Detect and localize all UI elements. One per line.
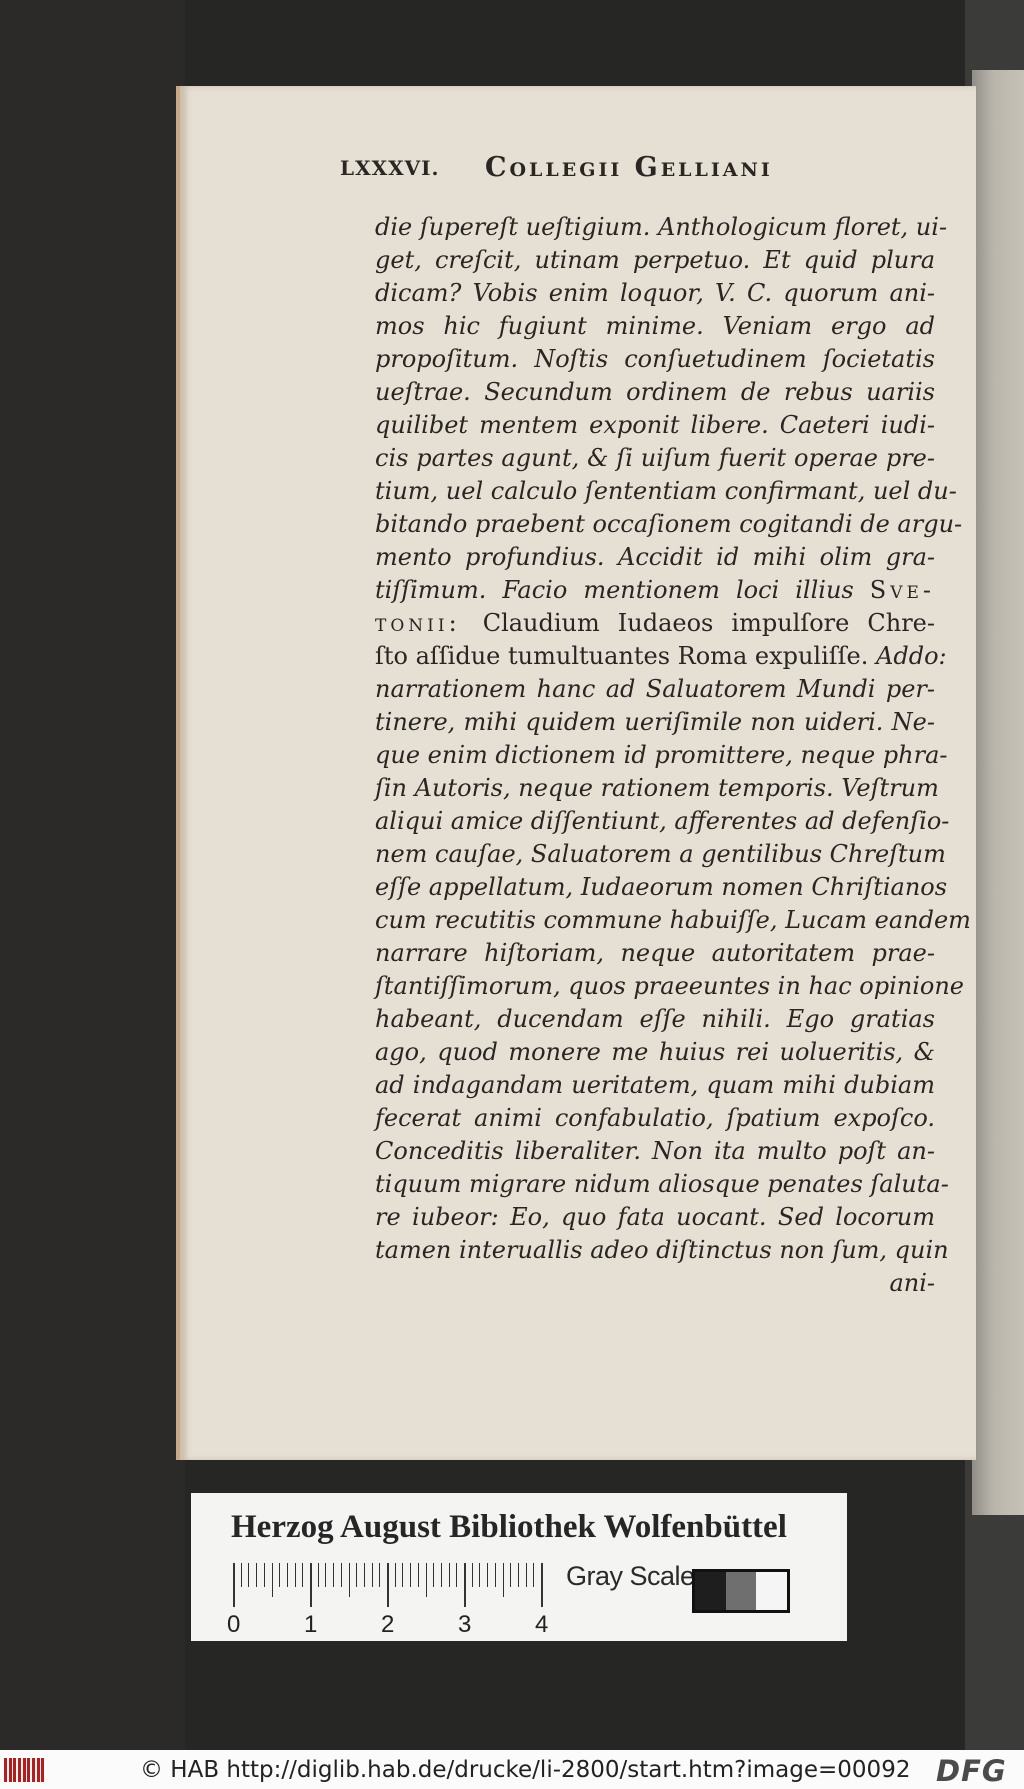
text-line bbox=[375, 376, 935, 409]
text-line bbox=[375, 838, 946, 871]
text-segment: aliqui amice diſſentiunt, afferentes ad defenſio- bbox=[375, 807, 950, 835]
text-line bbox=[375, 343, 935, 376]
text-line bbox=[375, 1135, 935, 1168]
text-line bbox=[375, 1234, 949, 1267]
library-name: Herzog August Bibliothek Wolfenbüttel bbox=[231, 1509, 787, 1545]
text-segment: ueſtrae. Secundum ordinem de rebus uariis bbox=[375, 378, 935, 406]
ruler-tick bbox=[364, 1563, 365, 1587]
grayscale-swatches bbox=[692, 1569, 790, 1613]
ruler-tick bbox=[341, 1563, 342, 1587]
text-segment: Conceditis liberaliter. Non ita multo poſt an- bbox=[375, 1137, 935, 1165]
ruler-tick bbox=[318, 1563, 319, 1587]
ruler-tick bbox=[349, 1563, 350, 1597]
text-line bbox=[375, 442, 935, 475]
text-segment: tinere, mihi quidem ueriſimile non uideri. Ne- bbox=[375, 708, 935, 736]
text-segment: Sve- bbox=[869, 576, 935, 604]
ruler-tick bbox=[356, 1563, 357, 1587]
ruler-tick bbox=[510, 1563, 511, 1587]
ruler-tick bbox=[449, 1563, 450, 1587]
footer-url-text[interactable]: © HAB http://diglib.hab.de/drucke/li-2800/start.htm?image=00092 bbox=[140, 1757, 911, 1783]
footer-bar bbox=[0, 1750, 1024, 1789]
text-segment: mento profundius. Accidit id mihi olim gra- bbox=[375, 543, 935, 571]
barcode-logo-icon bbox=[4, 1758, 46, 1782]
ruler-tick bbox=[310, 1563, 312, 1607]
grayscale-swatch bbox=[726, 1572, 757, 1610]
ruler-tick bbox=[395, 1563, 396, 1587]
barcode-bar bbox=[13, 1758, 16, 1782]
ruler-tick bbox=[241, 1563, 242, 1587]
text-segment: tiquum migrare nidum aliosque penates ſaluta- bbox=[375, 1170, 949, 1198]
text-segment: narrationem hanc ad Saluatorem Mundi per- bbox=[375, 675, 935, 703]
ruler-tick bbox=[533, 1563, 534, 1587]
ruler-tick bbox=[256, 1563, 257, 1587]
ruler-tick bbox=[287, 1563, 288, 1587]
text-line bbox=[375, 409, 935, 442]
ruler-tick bbox=[272, 1563, 273, 1597]
ruler-numbers bbox=[227, 1611, 567, 1639]
text-line bbox=[375, 970, 965, 1003]
ruler-number: 3 bbox=[458, 1611, 472, 1638]
ruler-tick bbox=[426, 1563, 427, 1597]
text-segment: tamen interuallis adeo diſtinctus non ſum, quin bbox=[375, 1236, 949, 1264]
ruler bbox=[233, 1563, 543, 1607]
ruler-tick bbox=[233, 1563, 235, 1607]
text-line bbox=[375, 937, 935, 970]
text-segment: ſtantiſſimorum, quos praeeuntes in hac opinione bbox=[375, 972, 965, 1000]
text-line bbox=[375, 1036, 935, 1069]
ruler-tick bbox=[302, 1563, 303, 1587]
barcode-bar bbox=[37, 1758, 40, 1782]
text-segment: tiſſimum. Facio mentionem loci illius bbox=[375, 576, 870, 604]
text-segment: que enim dictionem id promittere, neque phra- bbox=[375, 741, 948, 769]
grayscale-label: Gray Scale bbox=[566, 1561, 695, 1591]
text-line bbox=[375, 673, 935, 706]
text-line bbox=[375, 871, 948, 904]
ruler-tick bbox=[279, 1563, 280, 1587]
text-line bbox=[375, 1003, 935, 1036]
text-line bbox=[375, 277, 935, 310]
ruler-tick bbox=[433, 1563, 434, 1587]
text-segment: dicam? Vobis enim loquor, V. C. quorum ani- bbox=[375, 279, 935, 307]
ruler-tick bbox=[487, 1563, 488, 1587]
text-segment: narrare hiſtoriam, neque autoritatem prae- bbox=[375, 939, 935, 967]
adjacent-page-edge bbox=[972, 70, 1024, 1515]
ruler-tick bbox=[456, 1563, 457, 1587]
barcode-bar bbox=[4, 1758, 7, 1782]
text-line bbox=[375, 508, 963, 541]
dfg-logo: DFG bbox=[936, 1754, 1007, 1788]
folio-number: LXXXVI. bbox=[340, 156, 440, 180]
text-segment: cis partes agunt, & ſi uiſum fuerit operae pre- bbox=[375, 444, 935, 472]
ruler-tick bbox=[248, 1563, 249, 1587]
text-segment: ſin Autoris, neque rationem temporis. Veſtrum bbox=[375, 774, 939, 802]
text-line bbox=[375, 310, 935, 343]
text-segment: tium, uel calculo ſententiam confirmant, uel du- bbox=[375, 477, 957, 505]
text-segment: tonii: bbox=[375, 609, 483, 637]
body-text bbox=[375, 211, 971, 1300]
ruler-tick bbox=[402, 1563, 403, 1587]
ruler-tick bbox=[333, 1563, 334, 1587]
ruler-tick bbox=[464, 1563, 466, 1607]
text-line bbox=[375, 1267, 935, 1300]
text-line bbox=[375, 475, 957, 508]
text-line bbox=[375, 772, 939, 805]
text-segment: get, creſcit, utinam perpetuo. Et quid plura bbox=[375, 246, 935, 274]
text-line bbox=[375, 640, 947, 673]
text-line bbox=[375, 706, 935, 739]
text-segment: Addo: bbox=[876, 642, 947, 670]
text-segment: Claudium Iudaeos impulſore Chre- bbox=[482, 609, 935, 637]
ruler-number: 1 bbox=[304, 1611, 318, 1638]
text-line bbox=[375, 805, 950, 838]
ruler-tick bbox=[541, 1563, 543, 1607]
grayscale-swatch bbox=[756, 1572, 787, 1610]
text-segment: quilibet mentem exponit libere. Caeteri iudi- bbox=[375, 411, 935, 439]
ruler-tick bbox=[441, 1563, 442, 1587]
text-line bbox=[375, 739, 948, 772]
text-line bbox=[375, 1168, 949, 1201]
text-line bbox=[375, 541, 935, 574]
text-segment: propoſitum. Noſtis conſuetudinem ſocietatis bbox=[375, 345, 935, 373]
barcode-bar bbox=[18, 1758, 21, 1782]
text-line bbox=[375, 1201, 935, 1234]
ruler-tick bbox=[264, 1563, 265, 1587]
text-segment: nem cauſae, Saluatorem a gentilibus Chreſtum bbox=[375, 840, 946, 868]
book-page bbox=[176, 86, 976, 1460]
color-scale-card bbox=[191, 1493, 847, 1641]
text-segment: ani- bbox=[889, 1269, 935, 1297]
ruler-tick bbox=[379, 1563, 380, 1587]
text-segment: fecerat animi confabulatio, ſpatium expoſco. bbox=[375, 1104, 935, 1132]
text-segment: mos hic fugiunt minime. Veniam ergo ad bbox=[375, 312, 935, 340]
text-segment: die ſupereſt ueſtigium. Anthologicum floret, ui- bbox=[375, 213, 948, 241]
ruler-tick bbox=[418, 1563, 419, 1587]
ruler-tick bbox=[526, 1563, 527, 1587]
barcode-bar bbox=[23, 1758, 26, 1782]
barcode-bar bbox=[41, 1758, 44, 1782]
text-segment: re iubeor: Eo, quo fata uocant. Sed locorum bbox=[375, 1203, 935, 1231]
text-line bbox=[375, 574, 935, 607]
ruler-number: 4 bbox=[535, 1611, 549, 1638]
ruler-tick bbox=[479, 1563, 480, 1587]
grayscale-swatch bbox=[695, 1572, 726, 1610]
ruler-tick bbox=[387, 1563, 389, 1607]
text-line bbox=[375, 1069, 935, 1102]
ruler-tick bbox=[472, 1563, 473, 1587]
ruler-tick bbox=[295, 1563, 296, 1587]
running-title: Collegii Gelliani bbox=[485, 152, 773, 183]
ruler-tick bbox=[410, 1563, 411, 1587]
barcode-bar bbox=[9, 1758, 12, 1782]
ruler-number: 0 bbox=[227, 1611, 241, 1638]
ruler-number: 2 bbox=[381, 1611, 395, 1638]
text-segment: ago, quod monere me huius rei uolueritis, & bbox=[375, 1038, 935, 1066]
ruler-tick bbox=[503, 1563, 504, 1597]
text-segment: ſto aſſidue tumultuantes Roma expuliſſe. bbox=[375, 642, 877, 670]
ruler-tick bbox=[372, 1563, 373, 1587]
text-line bbox=[375, 244, 935, 277]
text-segment: eſſe appellatum, Iudaeorum nomen Chriſtianos bbox=[375, 873, 948, 901]
backdrop-left bbox=[0, 0, 185, 1750]
barcode-bar bbox=[32, 1758, 35, 1782]
text-segment: cum recutitis commune habuiſſe, Lucam eandem bbox=[375, 906, 971, 934]
ruler-tick bbox=[518, 1563, 519, 1587]
ruler-tick bbox=[325, 1563, 326, 1587]
text-segment: ad indagandam ueritatem, quam mihi dubiam bbox=[375, 1071, 935, 1099]
text-segment: bitando praebent occaſionem cogitandi de argu- bbox=[375, 510, 963, 538]
page-header bbox=[340, 152, 820, 196]
text-line bbox=[375, 211, 948, 244]
ruler-tick bbox=[495, 1563, 496, 1587]
text-line bbox=[375, 1102, 935, 1135]
barcode-bar bbox=[27, 1758, 30, 1782]
text-segment: habeant, ducendam eſſe nihili. Ego gratias bbox=[375, 1005, 935, 1033]
text-line bbox=[375, 904, 971, 937]
text-line bbox=[375, 607, 935, 640]
